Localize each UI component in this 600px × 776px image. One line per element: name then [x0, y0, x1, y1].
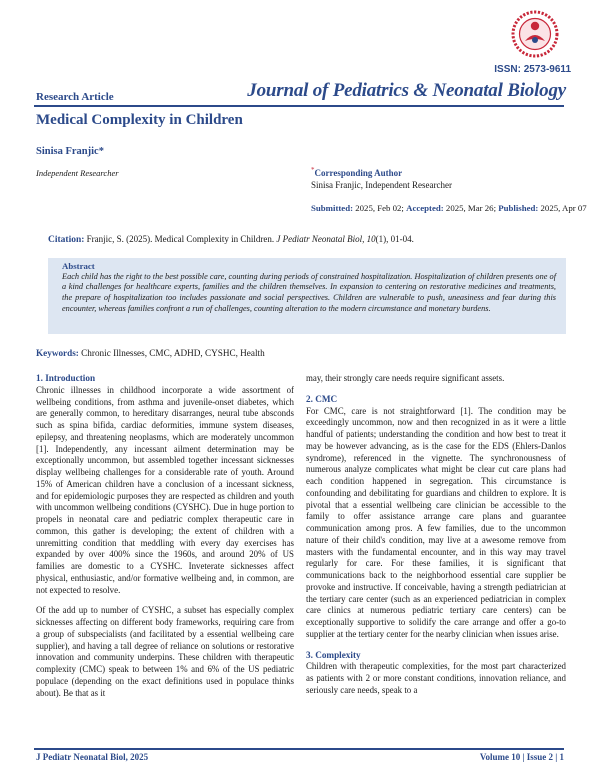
intro-paragraph-2: Of the add up to number of CYSHC, a subset has especially complex sicknesses affecting on different body frameworks, requiring care from a group of subspecialists (and facilitated by a essential wellbeing care supplier), and having a tall degree of reliance on solutions or restorative innovation and community underpins. These children with therapeutic complexity (CMC) speak to between 1% and 6% of the US pediatric populace (depending on the exact definitions used in populace thinks about). Be that as it: [36, 605, 294, 698]
published-label: Published:: [498, 203, 539, 213]
corresponding-marker: *: [311, 166, 315, 174]
header-divider: [34, 105, 564, 107]
footer-volume-issue-page: Volume 10 | Issue 2 | 1: [479, 752, 564, 762]
accepted-label: Accepted:: [406, 203, 444, 213]
published-date: 2025, Apr 07: [540, 203, 587, 213]
keywords-label: Keywords:: [36, 348, 79, 358]
abstract-heading: Abstract: [62, 261, 95, 271]
abstract-text: Each child has the right to the best possible care, counting during periods of constrained hospitalization. Hospitalization of children presents one of a kind challenges for healthcare experts, families and the children themselves. In expansion to centering on restorative medicines and treatments, the prepare of hospitalization too includes passionate and social perspectives. Children are vulnerable to push, uneasiness and fear during this encounter, whereas families confront a run of challenges, counting alteration to the modern circumstance and monetary burdens.: [62, 271, 556, 313]
section-heading-introduction: 1. Introduction: [36, 373, 96, 383]
accepted-date: 2025, Mar 26;: [445, 203, 497, 213]
submitted-date: 2025, Feb 02;: [355, 203, 404, 213]
author-affiliation: Independent Researcher: [36, 168, 119, 178]
footer-divider: [34, 748, 564, 750]
abstract-box: [48, 258, 566, 334]
issn-label: ISSN: 2573-9611: [494, 64, 571, 75]
complexity-paragraph: Children with therapeutic complexities, for the most part characterized as patients with 2 or more constant conditions, innovation reliance, and seriously care needs, speak to a: [306, 661, 566, 695]
citation-pages: (1), 01-04.: [375, 234, 414, 244]
submitted-label: Submitted:: [311, 203, 354, 213]
citation-text: Franjic, S. (2025). Medical Complexity in Children.: [86, 234, 275, 244]
citation-journal: J Pediatr Neonatal Biol, 10: [276, 234, 376, 244]
corresponding-author-block: [311, 164, 452, 191]
corresponding-author-text: Sinisa Franjic, Independent Researcher: [311, 180, 452, 190]
intro-paragraph-1: Chronic illnesses in childhood incorporate a wide assortment of wellbeing conditions, from asthma and juvenile-onset diabetes, which are generally common, to hereditary disarranges, neural tube absconds such as spina bifida, cardiac deformities, immune system diseases, epilepsy, and threatening neoplasms, which are moderately uncommon [1]. Independently, any incessant ailment determination may be exceptionally uncommon, but assembled together incessant sicknesses display wellbeing challenges for a considerable rate of youth. Around 15% of American children have a conclusion of a incessant sickness, and for epidemiologic purposes they are respected as children and youth with uncommon wellbeing conditions (CYSHC). Due in huge portion to propels in neonatal care and pediatric complex therapeutic care in common, this gather is developing; the extent of children with a unremitting condition that meddling with every day exercises has expanded by over 400% since the 1960s, and around 20% of US families are domestic to a CYSHC. Inveterate sicknesses affect physical, enthusiastic, and/or formative wellbeing and, in common, are not expected to resolve.: [36, 384, 294, 595]
journal-logo-icon: [511, 10, 559, 58]
right-column: [306, 373, 566, 697]
cmc-paragraph: For CMC, care is not straightforward [1]. The condition may be exceedingly uncommon, now and then recognized in as it were a little handful of patients; understanding the condition and how best to treat it may be however advancing, as is the case for the EDS (Ehlers-Danlos syndrome), referenced in the vignette. The synchronousness of numerous analyze complicates what might be clear cut care plans had each condition happened in segregation. This circumstance is confounding and debilitating for guardians and children to explore. It is pivotal that a essential wellbeing care clinician be accessible to the family to offer assistance arrange care plans and guarantee communication among pros. A few families, due to the uncommon nature of their child's condition, may live at a awesome remove from masters with the fundamental encounter, and in this way may travel regularly for care. For these families, it is significant that communications back to the neighborhood essential care supplier be provoke and instructive. If conceivable, having a strength pediatrician at the tertiary care center (such as an experienced pediatrician in complex care clinics at numerous pediatric tertiary care centers) can be exceptionally supportive to solidify the care arrange and offer a go-to supplier at the tertiary center for the nearby clinician when issues arise.: [306, 405, 566, 639]
keywords-line: [36, 348, 265, 358]
keywords-text: Chronic Illnesses, CMC, ADHD, CYSHC, Health: [81, 348, 265, 358]
left-column: [36, 373, 294, 699]
footer-journal-citation: J Pediatr Neonatal Biol, 2025: [36, 752, 149, 762]
section-heading-cmc: 2. CMC: [306, 393, 338, 404]
section-heading-complexity: 3. Complexity: [306, 649, 361, 660]
journal-title: Journal of Pediatrics & Neonatal Biology: [247, 80, 566, 101]
publication-dates: [311, 203, 587, 213]
citation-label: Citation:: [48, 235, 85, 245]
paper-title: Medical Complexity in Children: [36, 112, 243, 128]
citation-line: [48, 234, 414, 245]
research-type-label: Research Article: [36, 91, 114, 103]
intro-paragraph-2-continued: may, their strongly care needs require significant assets.: [306, 373, 505, 383]
author-name: Sinisa Franjic*: [36, 146, 104, 157]
corresponding-author-label: Corresponding Author: [314, 168, 403, 178]
